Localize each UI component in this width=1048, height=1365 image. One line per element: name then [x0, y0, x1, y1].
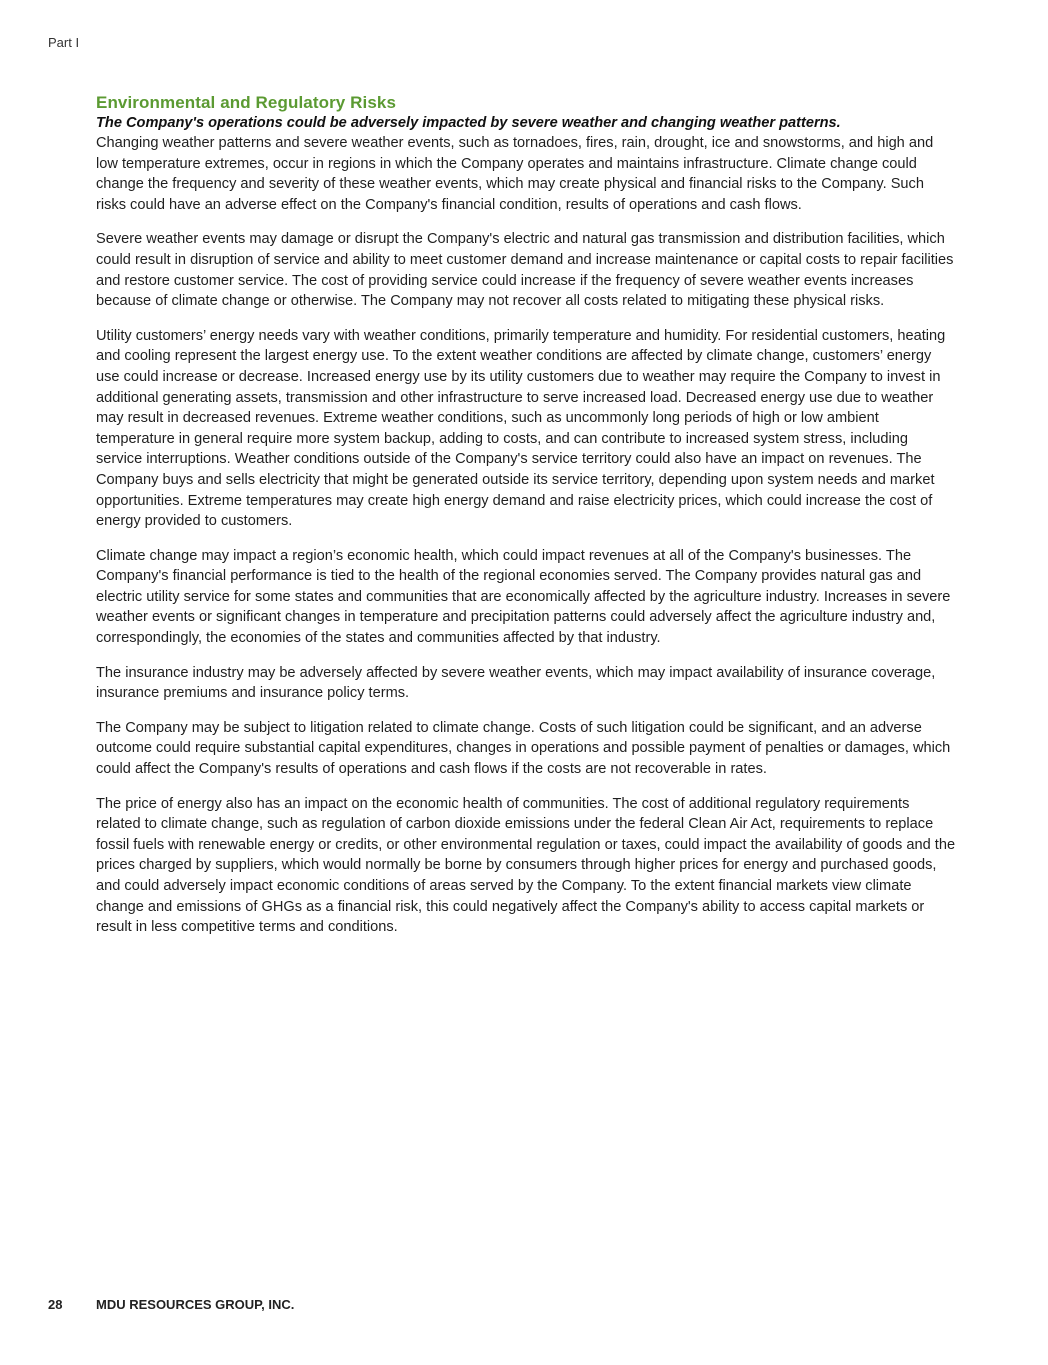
paragraph-1: Changing weather patterns and severe weather events, such as tornadoes, fires, rain, drought, ice and snowstorms, and high and low temperature extremes, occur in regions in which the Company operates and maintains infrastructure. Climate change could change the frequency and severity of these weather events, which may create physical and financial risks to the Company. Such risks could have an adverse effect on the Company's financial condition, results of operations and cash flows. — [96, 135, 934, 213]
part-label: Part I — [48, 35, 80, 50]
page-footer — [48, 1297, 294, 1312]
paragraph-5: The insurance industry may be adversely affected by severe weather events, which may impact availability of insurance coverage, insurance premiums and insurance policy terms. — [96, 664, 936, 702]
company-name: MDU RESOURCES GROUP, INC. — [96, 1297, 295, 1312]
paragraph-7: The price of energy also has an impact on the economic health of communities. The cost of additional regulatory requirements related to climate change, such as regulation of carbon dioxide emissions under the federal Clean Air Act, requirements to replace fossil fuels with renewable energy or credits, or other environmental regulation or taxes, could impact the availability of goods and the prices charged by suppliers, which would normally be borne by consumers through higher prices for energy and purchased goods, and could adversely impact economic conditions of areas served by the Company. To the extent financial markets view climate change and emissions of GHGs as a financial risk, this could negatively affect the Company's ability to access capital markets or result in less competitive terms and conditions. — [96, 795, 956, 936]
lead-subheading: The Company's operations could be adversely impacted by severe weather and changing weather patterns. — [96, 115, 841, 131]
document-body — [96, 92, 956, 952]
paragraph-2: Severe weather events may damage or disrupt the Company's electric and natural gas transmission and distribution facilities, which could result in disruption of service and ability to meet customer demand and increase maintenance or capital costs to repair facilities and restore customer service. The cost of providing service could increase if the frequency of severe weather events increases because of climate change or otherwise. The Company may not recover all costs related to mitigating these physical risks. — [96, 231, 954, 310]
paragraph-6: The Company may be subject to litigation related to climate change. Costs of such litigation could be significant, and an adverse outcome could require substantial capital expenditures, changes in operations and possible payment of penalties or damages, which could affect the Company's results of operations and cash flows if the costs are not recoverable in rates. — [96, 719, 951, 778]
paragraph-3: Utility customers’ energy needs vary with weather conditions, primarily temperature and humidity. For residential customers, heating and cooling represent the largest energy use. To the extent weather conditions are affected by climate change, customers’ energy use could increase or decrease. Increased energy use by its utility customers due to weather may require the Company to invest in additional generating assets, transmission and other infrastructure to serve increased load. Decreased energy use due to weather may result in decreased revenues. Extreme weather conditions, such as uncommonly long periods of high or low ambient temperature in general require more system backup, adding to costs, and can contribute to increased system stress, including service interruptions. Weather conditions outside of the Company's service territory could also have an impact on revenues. The Company buys and sells electricity that might be generated outside its service territory, depending upon system needs and market opportunities. Extreme temperatures may create high energy demand and raise electricity prices, which could increase the cost of energy provided to customers. — [96, 327, 946, 530]
section-title: Environmental and Regulatory Risks — [96, 93, 397, 112]
paragraph-4: Climate change may impact a region’s economic health, which could impact revenues at all of the Company's businesses. The Company's financial performance is tied to the health of the regional economies served. The Company provides natural gas and electric utility service for some states and communities that are economically affected by the agriculture industry. Increases in severe weather events or significant changes in temperature and precipitation patterns could adversely affect the agriculture industry and, correspondingly, the economies of the states and communities affected by that industry. — [96, 547, 951, 647]
page-number: 28 — [48, 1297, 63, 1312]
